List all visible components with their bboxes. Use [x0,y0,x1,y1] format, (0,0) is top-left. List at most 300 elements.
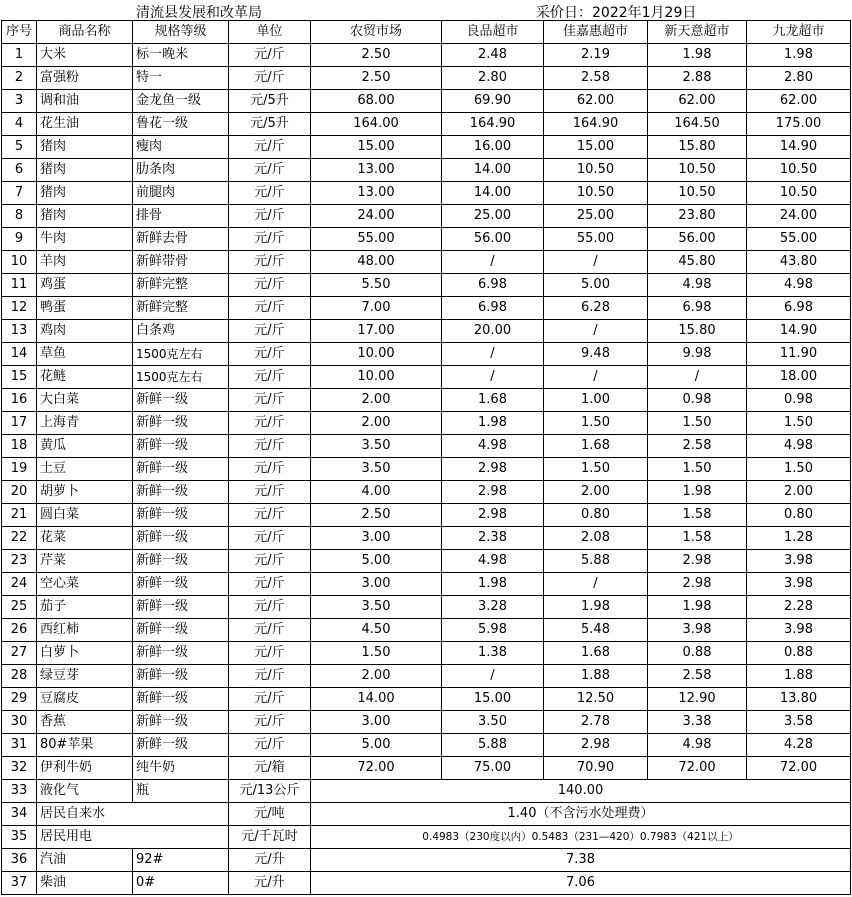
table-row [2,596,851,619]
price-liangpin: 25.00 [442,205,544,228]
row-index: 37 [2,872,37,895]
table-row [2,435,851,458]
row-unit: 元/斤 [229,573,311,596]
price-market: 2.50 [311,504,442,527]
row-spec: 新鲜一级 [133,734,229,757]
price-jiajiahui: 0.80 [544,504,648,527]
price-jiajiahui: / [544,251,648,274]
price-xintianyi: 4.98 [648,274,747,297]
price-jiulong: 3.98 [747,619,851,642]
row-name: 汽油 [37,849,133,872]
table-row [2,320,851,343]
price-market: 7.00 [311,297,442,320]
row-unit: 元/斤 [229,44,311,67]
row-unit: 元/斤 [229,711,311,734]
row-unit: 元/斤 [229,458,311,481]
price-jiajiahui: 1.50 [544,458,648,481]
row-merged-price: 0.4983（230度以内）0.5483（231—420）0.7983（421以上） [311,826,851,849]
row-spec: 瘦肉 [133,136,229,159]
row-name: 大米 [37,44,133,67]
row-unit: 元/升 [229,872,311,895]
table-row [2,228,851,251]
row-index: 12 [2,297,37,320]
price-jiulong: 62.00 [747,90,851,113]
price-xintianyi: 2.58 [648,665,747,688]
price-xintianyi: 2.98 [648,550,747,573]
price-xintianyi: 3.98 [648,619,747,642]
price-liangpin: 1.38 [442,642,544,665]
row-name: 猪肉 [37,136,133,159]
table-row [2,734,851,757]
price-xintianyi: 15.80 [648,136,747,159]
price-xintianyi: 1.98 [648,44,747,67]
row-unit: 元/斤 [229,366,311,389]
price-xintianyi: 3.38 [648,711,747,734]
price-jiulong: 6.98 [747,297,851,320]
table-row [2,780,851,803]
table-row [2,803,851,826]
price-jiulong: 4.98 [747,435,851,458]
table-row [2,550,851,573]
row-name: 花鲢 [37,366,133,389]
table-row [2,619,851,642]
row-index: 35 [2,826,37,849]
price-xintianyi: 62.00 [648,90,747,113]
row-name: 香蕉 [37,711,133,734]
price-jiajiahui: 10.50 [544,182,648,205]
row-spec: 白条鸡 [133,320,229,343]
price-jiajiahui: 5.48 [544,619,648,642]
row-unit: 元/千瓦时 [229,826,311,849]
price-xintianyi: / [648,366,747,389]
row-name: 西红柿 [37,619,133,642]
price-market: 2.00 [311,412,442,435]
table-row [2,642,851,665]
price-jiulong: 1.28 [747,527,851,550]
row-unit: 元/斤 [229,734,311,757]
price-jiajiahui: 12.50 [544,688,648,711]
table-row [2,159,851,182]
price-liangpin: 2.98 [442,458,544,481]
row-spec: 新鲜去骨 [133,228,229,251]
price-jiajiahui: 15.00 [544,136,648,159]
row-unit: 元/斤 [229,297,311,320]
price-market: 164.00 [311,113,442,136]
col-header-jiajiahui: 佳嘉惠超市 [544,21,648,44]
price-jiulong: 1.50 [747,458,851,481]
price-xintianyi: 23.80 [648,205,747,228]
table-row [2,849,851,872]
price-jiajiahui: 5.88 [544,550,648,573]
row-index: 31 [2,734,37,757]
row-spec: 新鲜一级 [133,504,229,527]
price-xintianyi: 0.98 [648,389,747,412]
row-index: 5 [2,136,37,159]
row-index: 30 [2,711,37,734]
row-unit: 元/斤 [229,688,311,711]
row-spec: 标一晚米 [133,44,229,67]
price-market: 2.50 [311,44,442,67]
row-spec: 新鲜一级 [133,435,229,458]
row-index: 15 [2,366,37,389]
price-xintianyi: 1.98 [648,481,747,504]
row-name: 液化气 [37,780,133,803]
row-spec: 新鲜一级 [133,596,229,619]
row-spec: 92# [133,849,229,872]
row-unit: 元/5升 [229,90,311,113]
row-unit: 元/5升 [229,113,311,136]
price-market: 3.00 [311,711,442,734]
price-jiajiahui: 1.68 [544,642,648,665]
price-liangpin: 5.88 [442,734,544,757]
price-liangpin: / [442,366,544,389]
price-jiajiahui: 25.00 [544,205,648,228]
row-index: 2 [2,67,37,90]
row-name: 上海青 [37,412,133,435]
price-jiajiahui: / [544,320,648,343]
row-unit: 元/箱 [229,757,311,780]
price-liangpin: 20.00 [442,320,544,343]
price-jiajiahui: 2.00 [544,481,648,504]
row-index: 9 [2,228,37,251]
row-index: 6 [2,159,37,182]
price-date: 采价日：2022年1月29日 [536,5,697,21]
row-index: 16 [2,389,37,412]
row-spec: 特一 [133,67,229,90]
table-row [2,297,851,320]
price-market: 2.00 [311,389,442,412]
row-spec: 新鲜完整 [133,274,229,297]
price-liangpin: 6.98 [442,297,544,320]
price-xintianyi: 2.98 [648,573,747,596]
row-index: 10 [2,251,37,274]
price-liangpin: 2.98 [442,481,544,504]
row-unit: 元/斤 [229,481,311,504]
row-index: 21 [2,504,37,527]
price-jiulong: 13.80 [747,688,851,711]
price-liangpin: 2.38 [442,527,544,550]
row-index: 25 [2,596,37,619]
price-xintianyi: 164.50 [648,113,747,136]
price-jiajiahui: 9.48 [544,343,648,366]
price-jiulong: 11.90 [747,343,851,366]
price-market: 5.50 [311,274,442,297]
price-xintianyi: 56.00 [648,228,747,251]
price-market: 3.50 [311,435,442,458]
price-liangpin: 4.98 [442,435,544,458]
price-liangpin: 3.28 [442,596,544,619]
table-row [2,113,851,136]
price-liangpin: 2.48 [442,44,544,67]
row-name: 白萝卜 [37,642,133,665]
row-name: 羊肉 [37,251,133,274]
price-liangpin: 56.00 [442,228,544,251]
organization-name: 清流县发展和改革局 [136,5,262,21]
row-spec: 新鲜一级 [133,573,229,596]
row-index: 32 [2,757,37,780]
row-name: 富强粉 [37,67,133,90]
price-liangpin: / [442,665,544,688]
price-jiulong: 14.90 [747,136,851,159]
price-xintianyi: 12.90 [648,688,747,711]
row-name: 豆腐皮 [37,688,133,711]
row-index: 34 [2,803,37,826]
price-jiulong: 3.58 [747,711,851,734]
row-unit: 元/斤 [229,228,311,251]
price-liangpin: 5.98 [442,619,544,642]
row-name: 茄子 [37,596,133,619]
price-xintianyi: 2.88 [648,67,747,90]
table-row [2,44,851,67]
row-name: 胡萝卜 [37,481,133,504]
row-unit: 元/斤 [229,665,311,688]
row-merged-price: 7.06 [311,872,851,895]
table-row [2,458,851,481]
price-xintianyi: 1.50 [648,412,747,435]
price-jiajiahui: 2.58 [544,67,648,90]
row-unit: 元/斤 [229,596,311,619]
table-row [2,251,851,274]
price-jiulong: 72.00 [747,757,851,780]
row-index: 26 [2,619,37,642]
row-index: 18 [2,435,37,458]
row-spec: 1500克左右 [133,366,229,389]
price-jiajiahui: 2.78 [544,711,648,734]
price-jiajiahui: 5.00 [544,274,648,297]
row-index: 3 [2,90,37,113]
row-index: 28 [2,665,37,688]
table-row [2,274,851,297]
price-liangpin: 4.98 [442,550,544,573]
price-xintianyi: 1.58 [648,504,747,527]
row-spec: 瓶 [133,780,229,803]
price-market: 55.00 [311,228,442,251]
col-header-index: 序号 [2,21,37,44]
price-jiulong: 24.00 [747,205,851,228]
row-index: 20 [2,481,37,504]
price-liangpin: 3.50 [442,711,544,734]
col-header-market: 农贸市场 [311,21,442,44]
row-unit: 元/斤 [229,412,311,435]
row-spec: 鲁花一级 [133,113,229,136]
row-name: 花生油 [37,113,133,136]
row-index: 4 [2,113,37,136]
price-liangpin: 1.68 [442,389,544,412]
row-name: 芹菜 [37,550,133,573]
row-name: 80#苹果 [37,734,133,757]
row-unit: 元/斤 [229,205,311,228]
price-liangpin: 15.00 [442,688,544,711]
row-name: 猪肉 [37,205,133,228]
row-unit: 元/斤 [229,320,311,343]
row-name: 大白菜 [37,389,133,412]
price-xintianyi: 10.50 [648,159,747,182]
price-jiajiahui: 70.90 [544,757,648,780]
price-liangpin: / [442,251,544,274]
price-jiajiahui: 1.68 [544,435,648,458]
row-index: 33 [2,780,37,803]
price-market: 4.50 [311,619,442,642]
table-row [2,136,851,159]
table-row [2,412,851,435]
price-xintianyi: 6.98 [648,297,747,320]
price-jiulong: 4.98 [747,274,851,297]
table-row [2,573,851,596]
row-spec: 新鲜一级 [133,688,229,711]
row-spec: 前腿肉 [133,182,229,205]
table-row [2,688,851,711]
row-spec: 新鲜完整 [133,297,229,320]
table-row [2,389,851,412]
row-unit: 元/斤 [229,251,311,274]
price-xintianyi: 2.58 [648,435,747,458]
price-market: 3.00 [311,527,442,550]
price-jiajiahui: 1.00 [544,389,648,412]
price-jiajiahui: 10.50 [544,159,648,182]
row-unit: 元/斤 [229,619,311,642]
row-index: 7 [2,182,37,205]
price-liangpin: 69.90 [442,90,544,113]
row-spec: 新鲜带骨 [133,251,229,274]
row-name: 居民用电 [37,826,229,849]
price-market: 4.00 [311,481,442,504]
price-xintianyi: 1.98 [648,596,747,619]
price-xintianyi: 15.80 [648,320,747,343]
price-liangpin: 16.00 [442,136,544,159]
row-index: 8 [2,205,37,228]
price-jiajiahui: 1.88 [544,665,648,688]
price-jiajiahui: 55.00 [544,228,648,251]
price-jiulong: 1.88 [747,665,851,688]
row-spec: 新鲜一级 [133,665,229,688]
price-jiulong: 14.90 [747,320,851,343]
row-spec: 金龙鱼一级 [133,90,229,113]
row-name: 鸭蛋 [37,297,133,320]
price-xintianyi: 72.00 [648,757,747,780]
price-market: 5.00 [311,734,442,757]
row-spec: 新鲜一级 [133,711,229,734]
price-xintianyi: 45.80 [648,251,747,274]
price-market: 2.50 [311,67,442,90]
price-jiulong: 0.80 [747,504,851,527]
row-unit: 元/斤 [229,435,311,458]
row-index: 29 [2,688,37,711]
table-row [2,872,851,895]
table-row [2,826,851,849]
col-header-spec: 规格等级 [133,21,229,44]
price-jiulong: 10.50 [747,182,851,205]
row-name: 草鱼 [37,343,133,366]
row-spec: 1500克左右 [133,343,229,366]
row-unit: 元/斤 [229,642,311,665]
row-spec: 新鲜一级 [133,481,229,504]
row-name: 居民自来水 [37,803,229,826]
price-market: 3.50 [311,458,442,481]
table-row [2,182,851,205]
table-row [2,757,851,780]
price-market: 13.00 [311,159,442,182]
price-market: 72.00 [311,757,442,780]
row-index: 36 [2,849,37,872]
price-market: 48.00 [311,251,442,274]
price-jiulong: 43.80 [747,251,851,274]
price-jiulong: 3.98 [747,550,851,573]
col-header-liangpin: 良品超市 [442,21,544,44]
row-name: 调和油 [37,90,133,113]
price-liangpin: 75.00 [442,757,544,780]
row-index: 1 [2,44,37,67]
price-jiulong: 0.98 [747,389,851,412]
price-jiajiahui: / [544,573,648,596]
row-spec: 肋条肉 [133,159,229,182]
price-jiulong: 4.28 [747,734,851,757]
price-xintianyi: 0.88 [648,642,747,665]
price-jiajiahui: 2.19 [544,44,648,67]
price-market: 3.50 [311,596,442,619]
row-spec: 新鲜一级 [133,458,229,481]
price-jiulong: 175.00 [747,113,851,136]
table-row [2,67,851,90]
price-liangpin: 2.80 [442,67,544,90]
row-unit: 元/斤 [229,527,311,550]
price-market: 5.00 [311,550,442,573]
price-liangpin: 1.98 [442,412,544,435]
row-spec: 新鲜一级 [133,389,229,412]
row-spec: 新鲜一级 [133,527,229,550]
price-market: 17.00 [311,320,442,343]
price-jiajiahui: 6.28 [544,297,648,320]
row-name: 猪肉 [37,159,133,182]
price-liangpin: 2.98 [442,504,544,527]
price-jiulong: 55.00 [747,228,851,251]
row-index: 27 [2,642,37,665]
price-xintianyi: 10.50 [648,182,747,205]
table-body [2,44,851,780]
col-header-xintianyi: 新天意超市 [648,21,747,44]
row-name: 绿豆芽 [37,665,133,688]
price-jiulong: 2.28 [747,596,851,619]
row-name: 猪肉 [37,182,133,205]
row-name: 花菜 [37,527,133,550]
table-row [2,90,851,113]
table-row [2,481,851,504]
price-jiajiahui: 1.50 [544,412,648,435]
price-market: 1.50 [311,642,442,665]
row-unit: 元/斤 [229,274,311,297]
row-unit: 元/斤 [229,389,311,412]
price-liangpin: 1.98 [442,573,544,596]
col-header-name: 商品名称 [37,21,133,44]
row-name: 空心菜 [37,573,133,596]
report-header [0,0,852,20]
row-name: 鸡蛋 [37,274,133,297]
row-index: 22 [2,527,37,550]
price-jiulong: 1.50 [747,412,851,435]
price-market: 10.00 [311,366,442,389]
price-liangpin: 14.00 [442,182,544,205]
row-name: 黄瓜 [37,435,133,458]
table-row [2,205,851,228]
row-name: 柴油 [37,872,133,895]
row-unit: 元/斤 [229,136,311,159]
table-row [2,711,851,734]
row-spec: 纯牛奶 [133,757,229,780]
row-merged-price: 1.40（不含污水处理费） [311,803,851,826]
table-row [2,343,851,366]
table-header-row [2,21,851,44]
price-market: 3.00 [311,573,442,596]
price-jiajiahui: 164.90 [544,113,648,136]
